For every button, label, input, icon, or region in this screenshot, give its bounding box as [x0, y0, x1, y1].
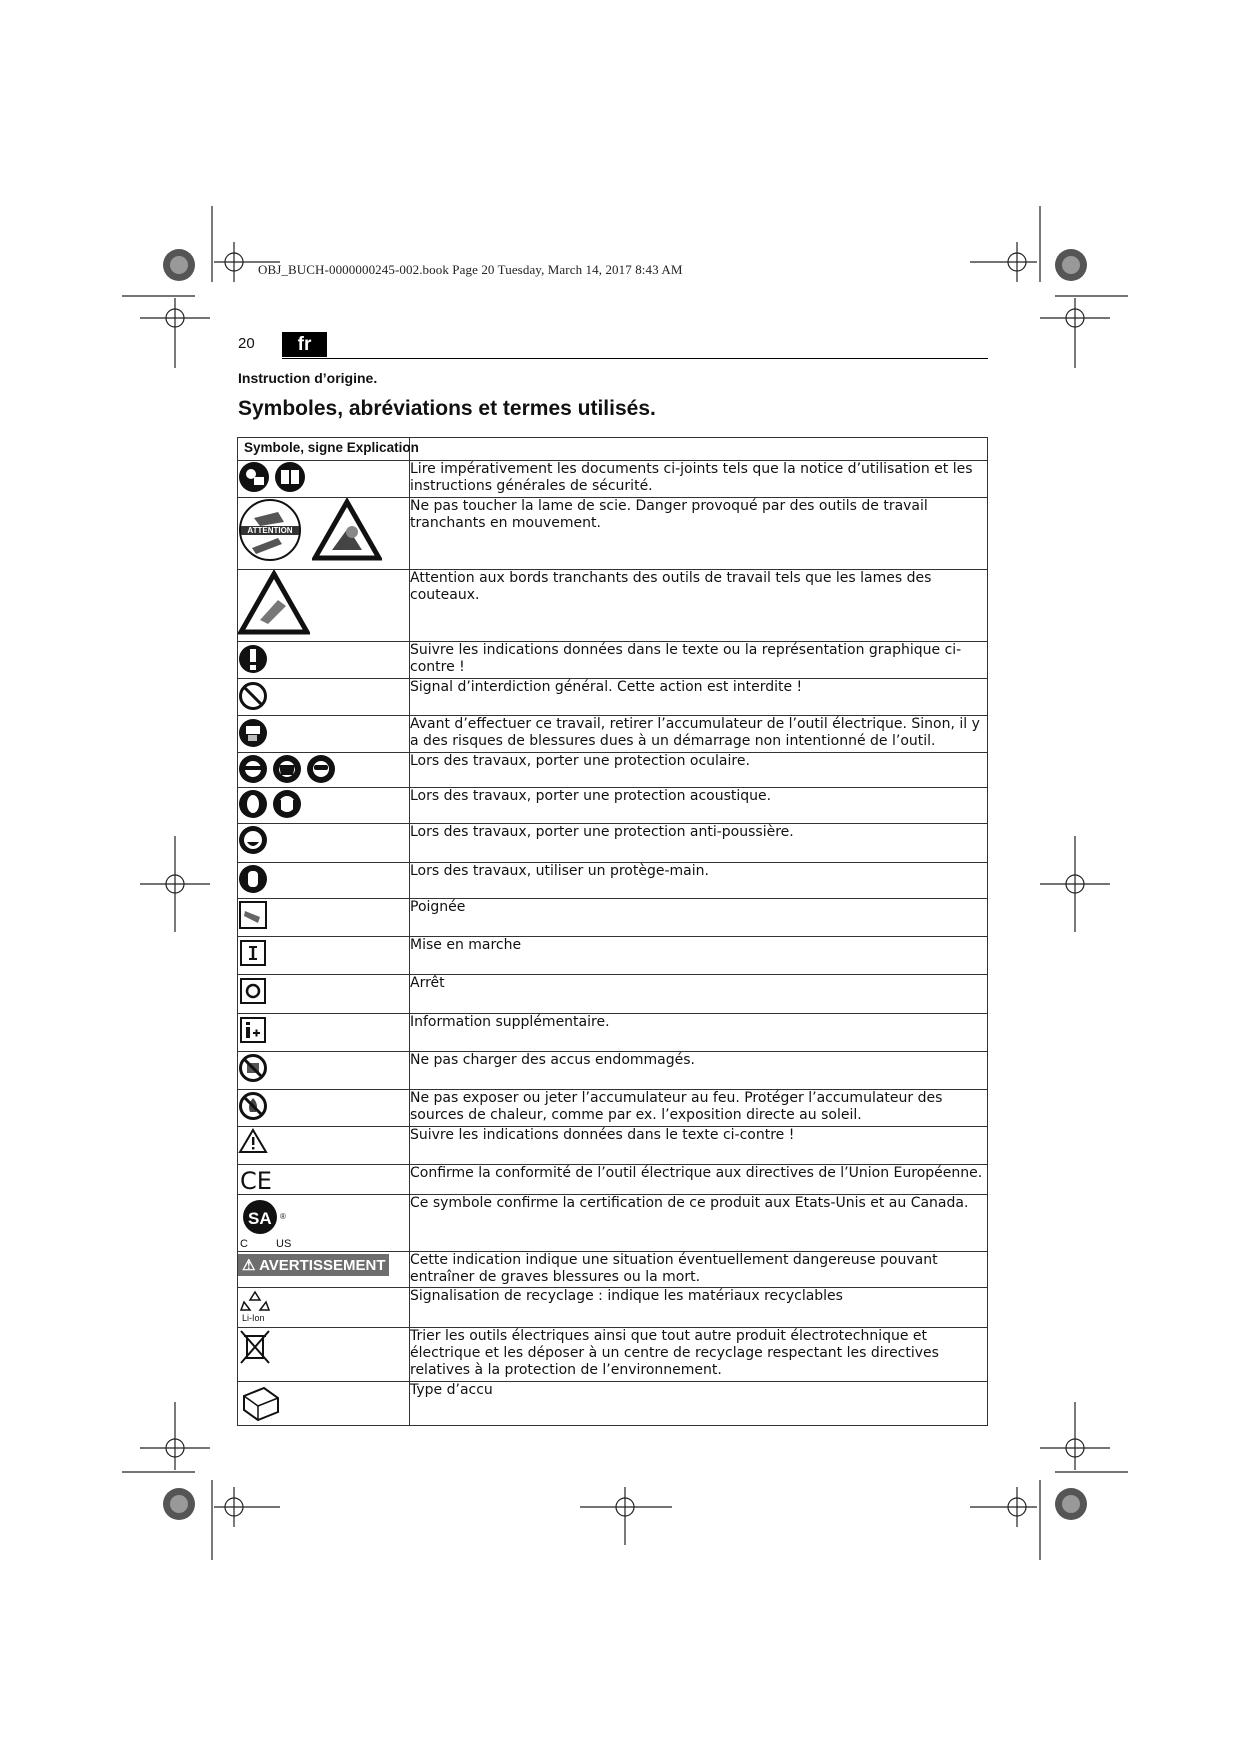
table-header-row [238, 438, 988, 461]
warning-sharp-edges-icon [238, 570, 310, 636]
symbol-cell [238, 1014, 410, 1052]
symbol-cell [238, 570, 410, 642]
explanation-text: Lors des travaux, porter une protection oculaire. [410, 753, 988, 788]
table-row [238, 937, 988, 975]
hand-protection-icon [238, 863, 268, 895]
table-row [238, 716, 988, 753]
table-row [238, 1328, 988, 1382]
symbol-cell [238, 1195, 410, 1252]
attention-saw-blade-icon [238, 498, 302, 562]
table-row [238, 1165, 988, 1195]
symbol-cell [238, 1127, 410, 1165]
symbol-cell [238, 679, 410, 716]
explanation-text: Lors des travaux, porter une protection acoustique. [410, 788, 988, 824]
explanation-text: Signalisation de recyclage : indique les matériaux recyclables [410, 1288, 988, 1328]
symbol-cell [238, 1252, 410, 1288]
explanation-text: Mise en marche [410, 937, 988, 975]
language-tag: fr [282, 332, 327, 357]
header-symbol-label: Symbole, signe [244, 440, 344, 455]
explanation-text: Trier les outils électriques ainsi que tout autre produit électrotechnique et électrique et les déposer à un centre de recyclage respectant les directives relatives à la protection de l’environnement. [410, 1328, 988, 1382]
svg-text:SA: SA [248, 1209, 272, 1228]
warning-label-icon [238, 1254, 389, 1276]
warning-blade-triangle-icon [312, 498, 382, 562]
explanation-text: Avant d’effectuer ce travail, retirer l’accumulateur de l’outil électrique. Sinon, il y a des risques de blessures dues à un démarrage non intentionné de l’outil. [410, 716, 988, 753]
read-manual-icon [238, 461, 270, 493]
symbol-cell [238, 498, 410, 570]
symbol-cell [238, 1382, 410, 1426]
table-row [238, 824, 988, 863]
svg-text:®: ® [280, 1212, 286, 1221]
explanation-text: Suivre les indications données dans le texte ci-contre ! [410, 1127, 988, 1165]
no-fire-battery-icon [238, 1090, 268, 1122]
symbol-cell [238, 788, 410, 824]
symbol-cell [238, 1052, 410, 1090]
svg-text:CE: CE [240, 1167, 272, 1193]
symbol-cell [238, 863, 410, 899]
switch-on-icon [238, 937, 268, 969]
explanation-text: Lors des travaux, utiliser un protège-main. [410, 863, 988, 899]
table-row [238, 1195, 988, 1252]
table-row [238, 1288, 988, 1328]
explanation-text: Cette indication indique une situation éventuellement dangereuse pouvant entraîner de graves blessures ou la mort. [410, 1252, 988, 1288]
header-rule [282, 358, 988, 359]
header-explanation-cell [410, 438, 988, 461]
additional-info-icon [238, 1014, 268, 1046]
table-row [238, 753, 988, 788]
no-charge-damaged-battery-icon [238, 1052, 268, 1084]
symbol-cell [238, 1328, 410, 1382]
table-row [238, 498, 988, 570]
table-row [238, 899, 988, 937]
symbol-cell [238, 753, 410, 788]
battery-type-icon [238, 1382, 282, 1422]
symbol-cell [238, 824, 410, 863]
symbol-cell [238, 461, 410, 498]
table-row [238, 679, 988, 716]
page-number: 20 [238, 335, 255, 352]
csa-certification-icon [238, 1195, 298, 1249]
explanation-text: Ce symbole confirme la certification de ce produit aux Etats-Unis et au Canada. [410, 1195, 988, 1252]
table-row [238, 1090, 988, 1127]
warning-triangle-icon [238, 1127, 268, 1155]
explanation-text: Ne pas toucher la lame de scie. Danger provoqué par des outils de travail tranchants en mouvement. [410, 498, 988, 570]
ear-muffs-icon [272, 788, 302, 820]
dust-mask-icon [238, 824, 268, 856]
exclamation-circle-icon [238, 642, 268, 674]
table-row [238, 1382, 988, 1426]
symbol-cell [238, 1288, 410, 1328]
symbol-cell [238, 975, 410, 1014]
table-row [238, 570, 988, 642]
warning-sign-glyph: ⚠ [242, 1257, 256, 1274]
table-row [238, 1252, 988, 1288]
svg-text:ATTENTION: ATTENTION [247, 526, 293, 535]
ce-mark-icon [238, 1165, 272, 1193]
explanation-text: Type d’accu [410, 1382, 988, 1426]
svg-text:C: C [240, 1238, 248, 1249]
symbol-cell [238, 642, 410, 679]
explanation-text: Ne pas exposer ou jeter l’accumulateur au feu. Protéger l’accumulateur des sources de chaleur, comme par ex. l’exposition directe au soleil. [410, 1090, 988, 1127]
table-row [238, 1052, 988, 1090]
explanation-text: Ne pas charger des accus endommagés. [410, 1052, 988, 1090]
header-symbol [238, 438, 419, 461]
symbol-cell [238, 1165, 410, 1195]
svg-text:US: US [276, 1238, 292, 1249]
handle-icon [238, 899, 268, 931]
table-row [238, 788, 988, 824]
table-row [238, 1014, 988, 1052]
symbols-table [237, 437, 988, 1426]
symbol-cell [238, 937, 410, 975]
print-info: OBJ_BUCH-0000000245-002.book Page 20 Tuesday, March 14, 2017 8:43 AM [258, 262, 683, 277]
header-explanation-label: Explication [346, 440, 419, 455]
face-shield-icon [272, 753, 302, 785]
table-row [238, 642, 988, 679]
explanation-text: Confirme la conformité de l’outil électrique aux directives de l’Union Européenne. [410, 1165, 988, 1195]
warning-label-text: AVERTISSEMENT [259, 1257, 386, 1274]
eye-protection-icon [238, 753, 268, 785]
subtitle: Instruction d’origine. [238, 370, 378, 386]
symbol-cell [238, 1090, 410, 1127]
explanation-text: Signal d’interdiction général. Cette action est interdite ! [410, 679, 988, 716]
ear-protection-icon [238, 788, 268, 820]
crossed-bin-icon [238, 1328, 272, 1366]
explanation-text: Suivre les indications données dans le texte ou la représentation graphique ci-contre ! [410, 642, 988, 679]
table-row [238, 863, 988, 899]
prohibition-icon [238, 679, 268, 711]
explanation-text: Attention aux bords tranchants des outils de travail tels que les lames des couteaux. [410, 570, 988, 642]
recycling-li-ion-icon [238, 1288, 272, 1324]
remove-battery-icon [238, 716, 268, 748]
explanation-text: Poignée [410, 899, 988, 937]
page-title: Symboles, abréviations et termes utilisés. [238, 397, 656, 420]
explanation-text: Lire impérativement les documents ci-joints tels que la notice d’utilisation et les instructions générales de sécurité. [410, 461, 988, 498]
explanation-text: Information supplémentaire. [410, 1014, 988, 1052]
table-row [238, 975, 988, 1014]
switch-off-icon [238, 975, 268, 1007]
manual-book-icon [274, 461, 306, 493]
svg-text:Li-Ion: Li-Ion [242, 1313, 265, 1323]
explanation-text: Lors des travaux, porter une protection anti-poussière. [410, 824, 988, 863]
symbol-cell [238, 899, 410, 937]
table-row [238, 1127, 988, 1165]
table-row [238, 461, 988, 498]
explanation-text: Arrêt [410, 975, 988, 1014]
goggles-icon [306, 753, 336, 785]
symbol-cell [238, 716, 410, 753]
